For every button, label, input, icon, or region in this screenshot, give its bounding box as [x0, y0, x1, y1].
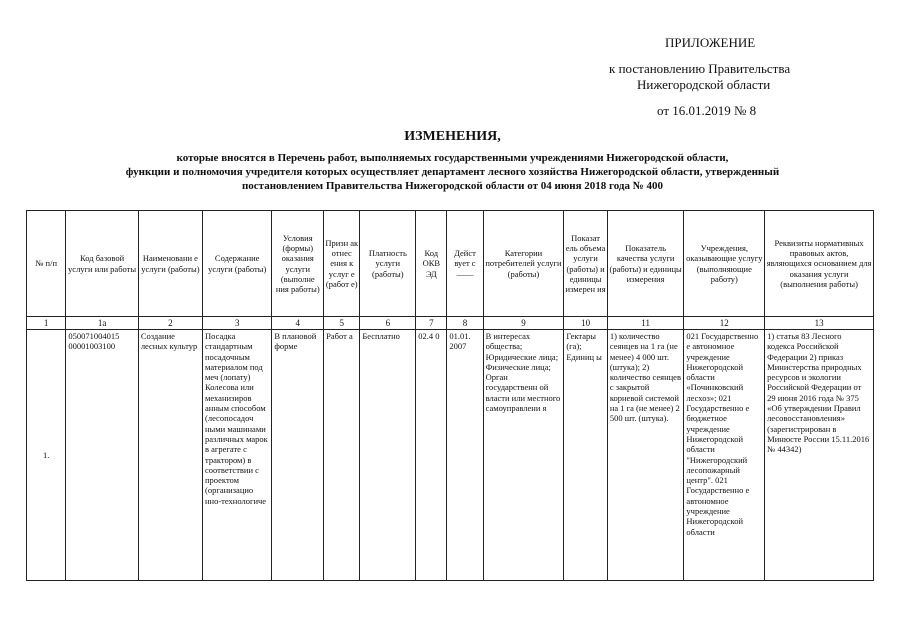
subtitle-line: которые вносятся в Перечень работ, выполняемых государственными учреждениями Нижегородской области,	[176, 152, 729, 164]
cell-consumers: В интересах общества; Юридические лица; Физические лица; Орган государственн ой власти или местного самоуправлени я	[483, 330, 564, 581]
changes-table	[26, 210, 874, 581]
cell-service-content: Посадка стандартным посадочным материалом под меч (лопату) Колесова или механизиров анным способом (лесопосадоч ными машинами различных марок в агрегате с трактором) в соответствии с проектом (организацио нно-технологиче	[203, 330, 272, 581]
cell-institutions: 021 Государственно е автономное учреждение Нижегородской области «Починковский лесхоз»; 021 Государственно е бюджетное учреждение Нижегородской области "Нижегородский лесопожарный центр". 021 Государственно е автономное учреждение Нижегородской области	[684, 330, 765, 581]
column-header: Код базовой услуги или работы	[66, 211, 138, 317]
column-header: Код ОКВ ЭД	[416, 211, 447, 317]
document-title: ИЗМЕНЕНИЯ,	[404, 129, 501, 144]
cell-quality-indicator: 1) количество сеянцев на 1 га (не менее) 4 000 шт. (штука); 2) количество сеянцев с закрытой корневой системой на 1 га (не менее) 2 500 шт. (штука).	[607, 330, 684, 581]
column-number: 2	[138, 317, 202, 330]
cell-attribute: Работ а	[324, 330, 360, 581]
column-header: Реквизиты нормативных правовых актов, являющихся основанием для оказания услуги (выполнения работы)	[765, 211, 874, 317]
column-number: 13	[765, 317, 874, 330]
column-number: 4	[272, 317, 324, 330]
resolution-date: от 16.01.2019 № 8	[657, 103, 757, 118]
document-subtitle	[60, 151, 845, 193]
column-number: 3	[203, 317, 272, 330]
cell-effective-date: 01.01. 2007	[447, 330, 483, 581]
subtitle-line: постановлением Правительства Нижегородской области от 04 июня 2018 года № 400	[241, 180, 664, 192]
column-number: 1а	[66, 317, 138, 330]
column-header: Содержание услуги (работы)	[203, 211, 272, 317]
column-header: Учреждения, оказывающие услугу (выполняющие работу)	[684, 211, 765, 317]
cell-payment: Бесплатно	[360, 330, 416, 581]
column-number: 9	[483, 317, 564, 330]
cell-legal-acts: 1) статья 83 Лесного кодекса Российской Федерации 2) приказ Министерства природных ресурсов и экологии Российской Федерации от 29 июня 2016 года № 375 «Об утверждении Правил лесовосстановления» (зарегистрирован в Минюсте России 15.11.2016 № 44342)	[765, 330, 874, 581]
column-number: 6	[360, 317, 416, 330]
resolution-line-2: Нижегородской области	[637, 77, 771, 92]
resolution-line-1: к постановлению Правительства	[609, 61, 791, 76]
column-number: 7	[416, 317, 447, 330]
column-header: Наименовани е услуги (работы)	[138, 211, 202, 317]
column-header: Показат ель объема услуги (работы) и единицы измерен ия	[564, 211, 607, 317]
column-number-row	[27, 317, 874, 330]
appendix-label: ПРИЛОЖЕНИЕ	[665, 35, 756, 50]
column-header: Условия (формы) оказания услуги (выполне ния работы)	[272, 211, 324, 317]
column-number: 11	[607, 317, 684, 330]
column-header: Платность услуги (работы)	[360, 211, 416, 317]
subtitle-line: функции и полномочия учредителя которых осуществляет департамент лесного хозяйства Нижегородской области, утвержденный	[125, 166, 780, 178]
cell-conditions: В плановой форме	[272, 330, 324, 581]
cell-volume-indicator: Гектары (га); Единиц ы	[564, 330, 607, 581]
column-header: Показатель качества услуги (работы) и единицы измерения	[607, 211, 684, 317]
cell-service-name: Создание лесных культур	[138, 330, 202, 581]
table-row	[27, 330, 874, 581]
column-header: Призн ак отнес ения к услуг е (работ е)	[324, 211, 360, 317]
cell-okved: 02.4 0	[416, 330, 447, 581]
row-number: 1.	[27, 330, 66, 581]
column-header: Категории потребителей услуги (работы)	[483, 211, 564, 317]
column-number: 10	[564, 317, 607, 330]
column-number: 12	[684, 317, 765, 330]
column-header: № п/п	[27, 211, 66, 317]
column-number: 1	[27, 317, 66, 330]
table-header-row	[27, 211, 874, 317]
cell-service-code: 050071004015 00001003100	[66, 330, 138, 581]
column-number: 8	[447, 317, 483, 330]
column-number: 5	[324, 317, 360, 330]
column-header: Дейст вует с ——	[447, 211, 483, 317]
